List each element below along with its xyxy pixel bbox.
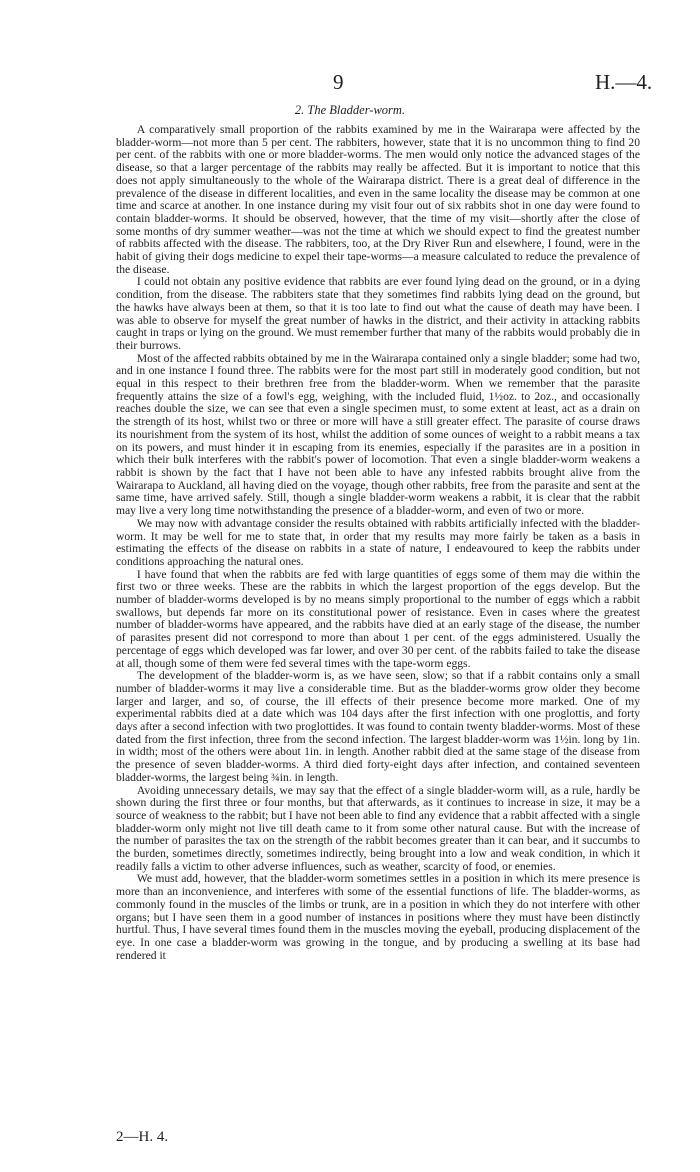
paragraph: I have found that when the rabbits are fed with large quantities of eggs some of them may die within the first two or three weeks. These are the rabbits in which the largest proportion of the eggs develop. But the number of bladder-worms developed is by no means simply proportional to the number of eggs which a rabbit swallows, but depends far more on its constitutional power of resistance. Even in cases where the greatest number of bladder-worms have appeared, and the rabbits have died at an early stage of the disease, the number of parasites present did not correspond to more than about 1 per cent. of the eggs administered. Usually the percentage of eggs which developed was far lower, and over 30 per cent. of the rabbits failed to take the disease at all, though some of them were fed several times with the tape-worm eggs.	[116, 567, 640, 670]
paragraph: The development of the bladder-worm is, as we have seen, slow; so that if a rabbit contains only a small number of bladder-worms it may live a considerable time. But as the bladder-worms grow older they become larger and larger, and so, of course, the ill effects of their presence become more marked. One of my experimental rabbits died at a date which was 104 days after the first infection with one proglottis, and forty days after a second infection with two proglottides. It was found to contain twenty bladder-worms. Most of these dated from the first infection, three from the second infection. The largest bladder-worm was 1½in. long by 1in. in width; most of the others were about 1in. in length. Another rabbit died at the same stage of the disease from the presence of seven bladder-worms. A third died forty-eight days after infection, and contained seventeen bladder-worms, the largest being ¾in. in length.	[116, 669, 640, 784]
section-title: 2. The Bladder-worm.	[294, 103, 406, 117]
footer-code: 2—H. 4.	[116, 1129, 169, 1145]
body-text	[116, 124, 640, 962]
paragraph: Most of the affected rabbits obtained by me in the Wairarapa contained only a single bladder; some had two, and in one instance I found three. The rabbits were for the most part still in moderately good condition, but not equal in this respect to their brethren free from the bladder-worm. When we remember that the parasite frequently attains the size of a fowl's egg, weighing, with the included fluid, 1½oz. to 2oz., and occasionally reaches double the size, we can see that even a single specimen must, to some extent at least, act as a drain on the strength of its host, whilst two or three or more will have a still greater effect. The parasite of course draws its nourishment from the system of its host, whilst the addition of some ounces of weight to a rabbit means a tax on its powers, and must hinder it in escaping from its enemies, especially if the parasites are in a position in which their bulk interferes with the rabbit's power of locomotion. That even a single bladder-worm weakens a rabbit is shown by the fact that I have not been able to have any infested rabbits brought alive from the Wairarapa to Auckland, all having died on the voyage, though other rabbits, free from the parasite and sent at the same time, have arrived safely. Still, though a single bladder-worm weakens a rabbit, it is clear that the rabbit may live a very long time notwithstanding the presence of a bladder-worm, and even of two or more.	[116, 351, 640, 518]
page-number: 9	[333, 70, 344, 94]
paragraph: We may now with advantage consider the results obtained with rabbits artificially infected with the bladder-worm. It may be well for me to state that, in order that my results may more fairly be taken as a basis in estimating the effects of the disease on rabbits in a state of nature, I endeavoured to keep the rabbits under conditions approaching the natural ones.	[116, 516, 640, 568]
paragraph: A comparatively small proportion of the rabbits examined by me in the Wairarapa were affected by the bladder-worm—not more than 5 per cent. The rabbiters, however, state that it is no uncommon thing to find 20 per cent. of the rabbits with one or more bladder-worms. The men would only notice the advanced stages of the disease, so that a larger percentage of the rabbits may really be affected. But it is important to notice that this does not apply simultaneously to the whole of the Wairarapa district. There is a great deal of difference in the prevalence of the disease in different localities, and even in the same locality the disease may be common at one time and scarce at another. In one instance during my visit four out of six rabbits shot in one day were found to contain bladder-worms. It should be observed, however, that the time of my visit—shortly after the close of some months of dry summer weather—was not the time at which we should expect to find the greatest number of rabbits affected with the disease. The rabbiters, too, at the Dry River Run and elsewhere, I found, were in the habit of giving their dogs medicine to expel their tape-worms—a measure calculated to reduce the prevalence of the disease.	[116, 123, 640, 276]
paragraph: Avoiding unnecessary details, we may say that the effect of a single bladder-worm will, as a rule, hardly be shown during the first three or four months, but that afterwards, as it continues to increase in size, it may be a source of weakness to the rabbit; but I have not been able to find any evidence that a rabbit affected with a single bladder-worm only might not live till death came to it from some other natural cause. But with the increase of the number of parasites the tax on the strength of the rabbit becomes greater than it can bear, and it succumbs to the burden, sometimes directly, sometimes indirectly, being brought into a low and weak condition, in which it readily falls a victim to other adverse influences, such as weather, scarcity of food, or enemies.	[116, 783, 640, 873]
document-code: H.—4.	[595, 70, 653, 94]
paragraph: We must add, however, that the bladder-worm sometimes settles in a position in which its mere presence is more than an inconvenience, and interferes with some of the essential functions of life. The bladder-worms, as commonly found in the muscles of the limbs or trunk, are in a position in which they do not interfere with other organs; but I have seen them in a good number of instances in positions where they must have been distinctly hurtful. Thus, I have several times found them in the muscles moving the eyeball, producing displacement of the eye. In one case a bladder-worm was growing in the tongue, and by producing a swelling at its base had rendered it	[116, 872, 640, 962]
paragraph: I could not obtain any positive evidence that rabbits are ever found lying dead on the ground, or in a dying condition, from the disease. The rabbiters state that they sometimes find rabbits lying dead on the ground, but the hawks have always been at them, so that it is too late to find out what the cause of death may have been. I was able to observe for myself the great number of hawks in the district, and their activity in attacking rabbits caught in traps or lying on the ground. We must remember further that many of the rabbits would probably die in their burrows.	[116, 275, 640, 352]
